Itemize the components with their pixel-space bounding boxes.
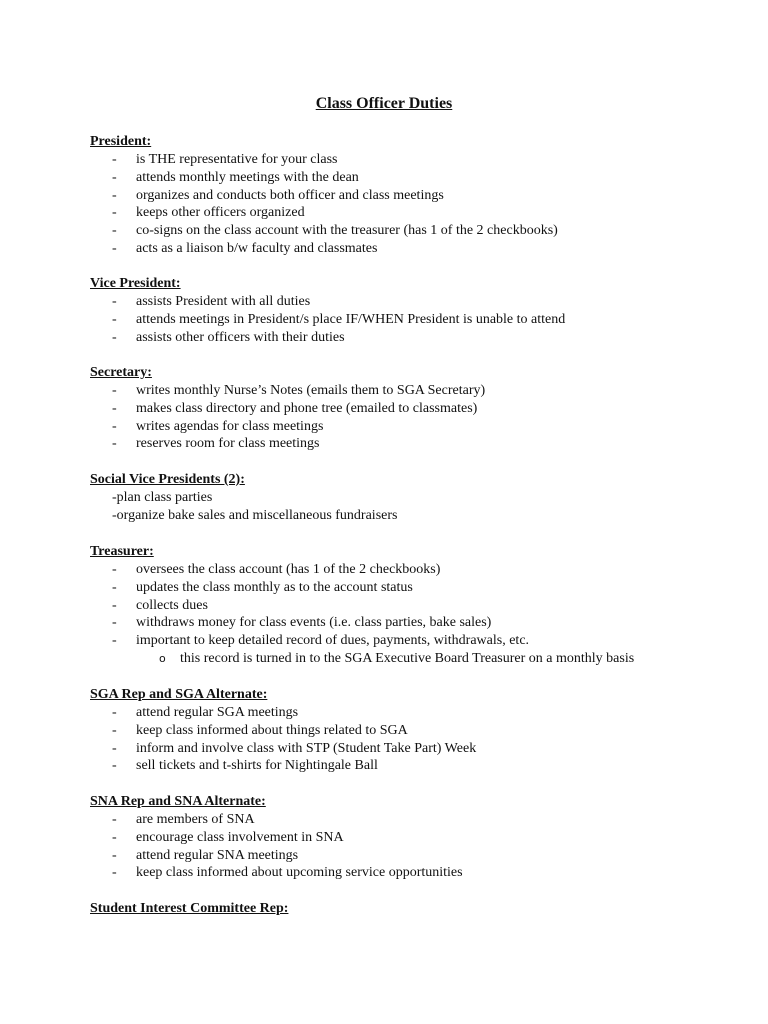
list-item	[90, 151, 730, 169]
bullet-dash: -	[112, 829, 117, 845]
list-item-text: attends monthly meetings with the dean	[136, 169, 359, 185]
bullet-dash: -	[112, 812, 117, 827]
bullet-dash: -	[112, 705, 117, 720]
bullet-dash: -	[112, 615, 117, 631]
list-item-text: organizes and conducts both officer and class meetings	[136, 187, 444, 203]
bullet-dash: -	[112, 169, 117, 185]
list-item	[90, 579, 730, 597]
list-item-text: encourage class involvement in SNA	[136, 829, 344, 845]
list-item-text: withdraws money for class events (i.e. class parties, bake sales)	[136, 615, 492, 631]
list-item	[90, 597, 730, 615]
bullet-dash: -	[112, 758, 117, 774]
list-item-text: writes agendas for class meetings	[136, 418, 324, 434]
section-heading: Vice President:	[90, 276, 181, 291]
bullet-dash: -	[112, 240, 117, 256]
page-title: Class Officer Duties	[315, 95, 453, 112]
list-item	[90, 418, 730, 436]
list-item-text: collects dues	[136, 597, 208, 613]
list-item	[90, 757, 730, 775]
section-heading: SGA Rep and SGA Alternate:	[90, 687, 268, 702]
list-item	[90, 632, 730, 650]
list-item	[90, 740, 730, 758]
sub-list-item-text: this record is turned in to the SGA Executive Board Treasurer on a monthly basis	[180, 650, 635, 666]
bullet-dash: -	[112, 205, 117, 221]
section-social-vice-presidents	[90, 471, 730, 525]
list-item	[90, 240, 730, 258]
bullet-dash: -	[112, 847, 117, 863]
list-item-text: writes monthly Nurse’s Notes (emails them to SGA Secretary)	[136, 383, 486, 398]
list-item-text: keeps other officers organized	[136, 205, 305, 221]
list-item	[90, 561, 730, 579]
bullet-dash: -	[112, 579, 117, 595]
list-item	[90, 187, 730, 205]
list-item-text: updates the class monthly as to the account status	[136, 579, 413, 595]
list-item	[90, 311, 730, 329]
list-item	[90, 614, 730, 632]
list-item	[90, 293, 730, 311]
bullet-dash: -	[112, 740, 117, 756]
list-item	[90, 222, 730, 240]
list-item-text: attend regular SGA meetings	[136, 705, 299, 720]
circle-bullet-icon: o	[159, 651, 166, 665]
bullet-dash: -	[112, 400, 117, 416]
bullet-dash: -	[112, 383, 117, 398]
section-heading: Treasurer:	[90, 544, 154, 559]
list-item	[90, 169, 730, 187]
bullet-dash: -	[112, 311, 117, 327]
list-item	[90, 507, 730, 525]
section-treasurer	[90, 543, 730, 668]
list-item-text: sell tickets and t-shirts for Nightingale Ball	[136, 758, 378, 774]
section-president	[90, 133, 730, 258]
list-item	[90, 811, 730, 829]
section-secretary	[90, 364, 730, 453]
section-sga-rep	[90, 686, 730, 775]
list-item-text: attend regular SNA meetings	[136, 847, 299, 863]
list-item-text: important to keep detailed record of dues, payments, withdrawals, etc.	[136, 633, 530, 649]
list-item-text: are members of SNA	[136, 812, 255, 827]
section-heading: Student Interest Committee Rep:	[90, 901, 289, 916]
list-item-text: -organize bake sales and miscellaneous fundraisers	[112, 507, 398, 523]
sub-list-item	[90, 650, 730, 668]
list-item-text: -plan class parties	[112, 490, 213, 505]
list-item-text: keep class informed about things related to SGA	[136, 722, 408, 738]
list-item	[90, 204, 730, 222]
list-item	[90, 329, 730, 347]
list-item-text: acts as a liaison b/w faculty and classmates	[136, 240, 378, 256]
section-vice-president	[90, 275, 730, 346]
list-item	[90, 864, 730, 882]
bullet-dash: -	[112, 187, 117, 203]
list-item-text: is THE representative for your class	[136, 152, 338, 167]
bullet-dash: -	[112, 865, 117, 881]
list-item	[90, 847, 730, 865]
section-heading: SNA Rep and SNA Alternate:	[90, 794, 266, 809]
list-item	[90, 829, 730, 847]
section-sna-rep	[90, 793, 730, 882]
section-heading: Social Vice Presidents (2):	[90, 472, 245, 487]
section-heading: President:	[90, 134, 152, 149]
section-heading: Secretary:	[90, 365, 152, 380]
bullet-dash: -	[112, 597, 117, 613]
bullet-dash: -	[112, 152, 117, 167]
list-item-text: co-signs on the class account with the treasurer (has 1 of the 2 checkbooks)	[136, 223, 558, 239]
list-item	[90, 489, 730, 507]
bullet-dash: -	[112, 329, 117, 345]
bullet-dash: -	[112, 418, 117, 434]
list-item-text: assists other officers with their duties	[136, 329, 345, 345]
list-item-text: makes class directory and phone tree (emailed to classmates)	[136, 400, 478, 416]
list-item-text: assists President with all duties	[136, 294, 311, 309]
list-item	[90, 704, 730, 722]
bullet-dash: -	[112, 562, 117, 577]
list-item-text: keep class informed about upcoming service opportunities	[136, 865, 463, 881]
bullet-dash: -	[112, 722, 117, 738]
list-item	[90, 400, 730, 418]
bullet-dash: -	[112, 633, 117, 649]
list-item	[90, 382, 730, 400]
section-student-interest-committee	[90, 900, 730, 918]
list-item-text: oversees the class account (has 1 of the 2 checkbooks)	[136, 562, 441, 577]
list-item-text: reserves room for class meetings	[136, 436, 320, 452]
bullet-dash: -	[112, 436, 117, 452]
bullet-dash: -	[112, 294, 117, 309]
list-item-text: attends meetings in President/s place IF/WHEN President is unable to attend	[136, 311, 566, 327]
list-item-text: inform and involve class with STP (Student Take Part) Week	[136, 740, 477, 756]
list-item	[90, 722, 730, 740]
list-item	[90, 435, 730, 453]
bullet-dash: -	[112, 223, 117, 239]
